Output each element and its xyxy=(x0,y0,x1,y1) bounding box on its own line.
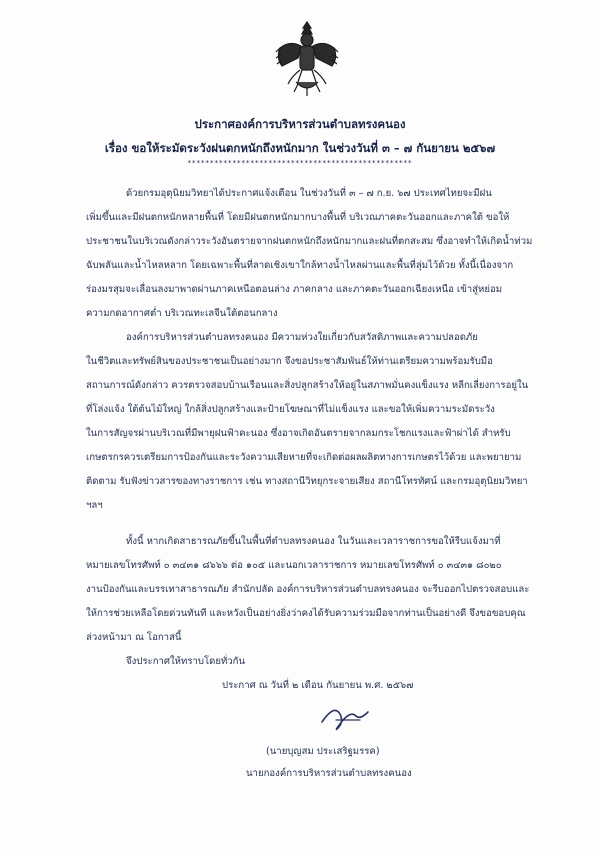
handwritten-signature xyxy=(316,700,376,734)
paragraph-line: ทั้งนี้ หากเกิดสาธารณภัยขึ้นในพื้นที่ตำบลทรงคนอง ในวันและเวลาราชการขอให้รีบแจ้งมาที่ xyxy=(126,536,501,547)
announcement-title: ประกาศองค์การบริหารส่วนตำบลทรงคนอง xyxy=(194,117,406,131)
garuda-emblem-icon xyxy=(272,18,342,100)
paragraph-line: ด้วยกรมอุตุนิยมวิทยาได้ประกาศแจ้งเตือน ในช่วงวันที่ ๓ – ๗ ก.ย. ๖๗ ประเทศไทยจะมีฝน xyxy=(126,188,492,199)
paragraph-line: ในชีวิตและทรัพย์สินของประชาชนเป็นอย่างมาก จึงขอประชาสัมพันธ์ให้ท่านเตรียมความพร้อมรับมือ xyxy=(86,356,493,367)
paragraph-line: เพิ่มขึ้นและมีฝนตกหนักหลายพื้นที่ โดยมีฝนตกหนักมากบางพื้นที่ บริเวณภาคตะวันออกและภาคใต้ ขอให้ xyxy=(86,212,510,223)
paragraph-line: ฉับพลันและน้ำไหลหลาก โดยเฉพาะพื้นที่ลาดเชิงเขาใกล้ทางน้ำไหลผ่านและพื้นที่ลุ่มไว้ด้วย ทั้งนี้เนื่องจาก xyxy=(86,260,514,271)
paragraph-line: ประชาชนในบริเวณดังกล่าวระวังอันตรายจากฝนตกหนักถึงหนักมากและฝนที่ตกสะสม ซึ่งอาจทำให้เกิดน้ำท่วม xyxy=(86,236,533,247)
paragraph-line: งานป้องกันและบรรเทาสาธารณภัย สำนักปลัด องค์การบริหารส่วนตำบลทรงคนอง จะรีบออกไปตรวจสอบและ xyxy=(86,584,530,595)
paragraph-line: ติดตาม รับฟังข่าวสารของทางราชการ เช่น ทางสถานีวิทยุกระจายเสียง สถานีโทรทัศน์ และกรมอุตุนิยมวิทยา xyxy=(86,476,528,487)
paragraph-line: เกษตรกรควรเตรียมการป้องกันและระวังความเสียหายที่จะเกิดต่อผลผลิตทางการเกษตรไว้ด้วย และพยายาม xyxy=(86,452,522,463)
announcement-subject: เรื่อง ขอให้ระมัดระวังฝนตกหนักถึงหนักมาก ในช่วงวันที่ ๓ – ๗ กันยายน ๒๕๖๗ xyxy=(104,141,496,155)
paragraph-line: ฯลฯ xyxy=(86,500,103,511)
paragraph-line: ให้การช่วยเหลือโดยด่วนทันที และหวังเป็นอย่างยิ่งว่าคงได้รับความร่วมมือจากท่านเป็นอย่างดี จึงขอขอบคุณ xyxy=(86,608,526,619)
signatory-name: (นายบุญสม ประเสริฐมรรค) xyxy=(266,746,380,757)
announcement-date: ประกาศ ณ วันที่ ๒ เดือน กันยายน พ.ศ. ๒๕๖๗ xyxy=(222,680,414,691)
signatory-position: นายกองค์การบริหารส่วนตำบลทรงคนอง xyxy=(246,768,412,779)
paragraph-line: ความกดอากาศต่ำ บริเวณทะเลจีนใต้ตอนกลาง xyxy=(86,308,278,319)
paragraph-line: ที่โล่งแจ้ง ใต้ต้นไม้ใหญ่ ใกล้สิ่งปลูกสร้างและป้ายโฆษณาที่ไม่แข็งแรง และขอให้เพิ่มความระมัดระวัง xyxy=(86,404,495,415)
paragraph-line: ในการสัญจรผ่านบริเวณที่มีพายุฝนฟ้าคะนอง ซึ่งอาจเกิดอันตรายจากลมกระโชกแรงและฟ้าผ่าได้ สำหรับ xyxy=(86,428,511,439)
closing-statement: จึงประกาศให้ทราบโดยทั่วกัน xyxy=(126,656,246,667)
paragraph-line: ร่องมรสุมจะเลื่อนลงมาพาดผ่านภาคเหนือตอนล่าง ภาคกลาง และภาคตะวันออกเฉียงเหนือ เข้าสู่หย่อม xyxy=(86,284,503,295)
paragraph-line: หมายเลขโทรศัพท์ ๐ ๓๔๓๑ ๘๖๖๖ ต่อ ๑๐๕ และนอกเวลาราชการ หมายเลขโทรศัพท์ ๐ ๓๔๓๑ ๘๐๒๐ xyxy=(86,560,502,571)
paragraph-line: ล่วงหน้ามา ณ โอกาสนี้ xyxy=(86,632,182,643)
paragraph-line: องค์การบริหารส่วนตำบลทรงคนอง มีความห่วงใยเกี่ยวกับสวัสดิภาพและความปลอดภัย xyxy=(126,332,478,343)
separator-line: ************************************************** xyxy=(187,159,413,167)
paragraph-line: สถานการณ์ดังกล่าว ควรตรวจสอบบ้านเรือนและสิ่งปลูกสร้างให้อยู่ในสภาพมั่นคงแข็งแรง หลีกเลี่ยงการอยู่ใน xyxy=(86,380,529,391)
